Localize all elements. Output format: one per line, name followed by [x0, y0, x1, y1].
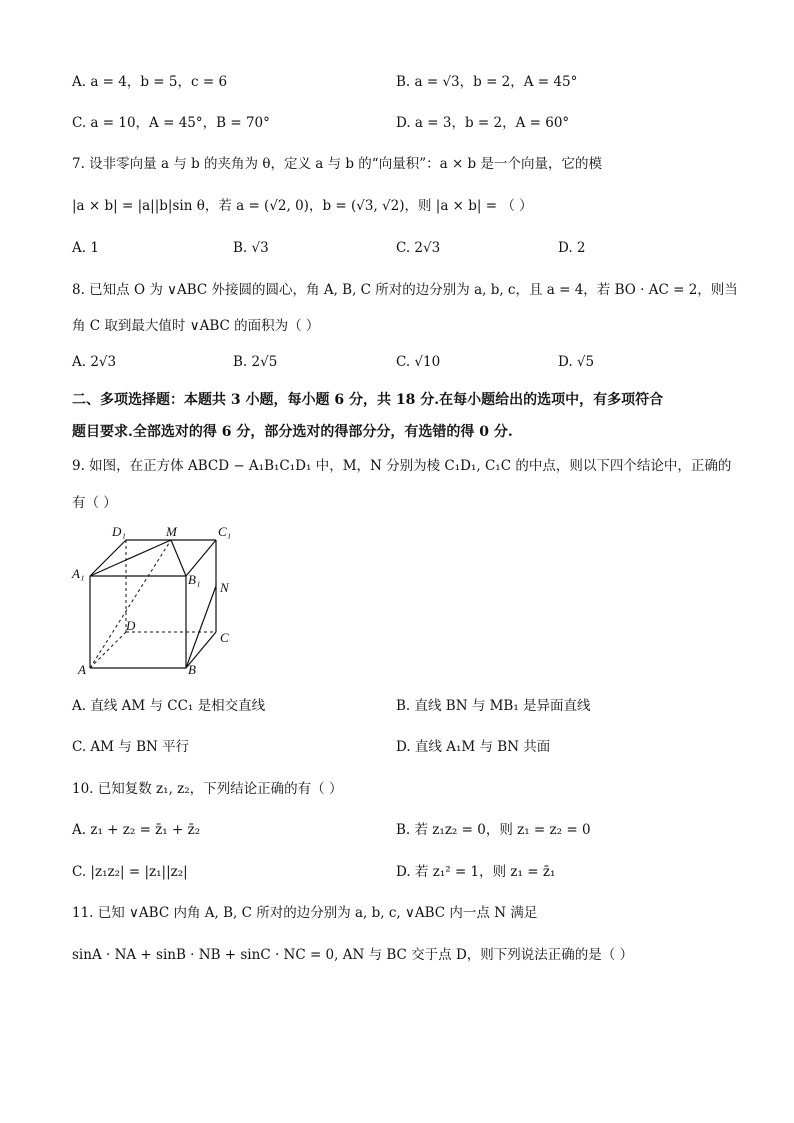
q8-option-a: A. 2√3	[72, 354, 117, 370]
q9-option-a: A. 直线 AM 与 CC₁ 是相交直线	[72, 698, 266, 714]
label-a: A	[78, 662, 86, 677]
q9-stem-line2: 有（ ）	[72, 495, 117, 511]
q6-option-d: D. a = 3，b = 2，A = 60°	[396, 115, 570, 131]
q7-option-b: B. √3	[233, 240, 269, 256]
q7-option-a: A. 1	[72, 240, 99, 256]
q10-stem: 10. 已知复数 z₁, z₂，下列结论正确的有（ ）	[72, 781, 343, 797]
label-m: M	[166, 524, 177, 539]
label-n: N	[220, 580, 229, 595]
label-c1: C₁	[218, 524, 232, 539]
section2-heading-line2: 题目要求.全部选对的得 6 分，部分选对的得部分分，有选错的得 0 分.	[72, 424, 513, 440]
q9-option-d: D. 直线 A₁M 与 BN 共面	[396, 739, 551, 755]
q10-option-d: D. 若 z₁² = 1，则 z₁ = z̄₁	[396, 864, 556, 880]
q7-stem-line1: 7. 设非零向量 a 与 b 的夹角为 θ，定义 a 与 b 的“向量积”：a × b 是一个向量，它的模	[72, 156, 602, 172]
q8-stem-line1: 8. 已知点 O 为 ∨ABC 外接圆的圆心，角 A, B, C 所对的边分别为 a, b, c，且 a = 4，若 BO · AC = 2，则当	[72, 282, 738, 298]
label-c: C	[220, 630, 229, 645]
section2-heading-line1: 二、多项选择题：本题共 3 小题，每小题 6 分，共 18 分.在每小题给出的选项中，有多项符合	[72, 392, 664, 408]
label-b: B	[188, 662, 196, 677]
q6-option-a: A. a = 4，b = 5，c = 6	[72, 74, 228, 90]
q6-option-b: B. a = √3，b = 2，A = 45°	[396, 74, 578, 90]
label-a1: A₁	[72, 566, 85, 581]
label-d1: D₁	[112, 524, 126, 539]
q7-option-c: C. 2√3	[396, 240, 441, 256]
cube-figure	[68, 520, 248, 680]
label-d: D	[126, 618, 136, 633]
q8-option-c: C. √10	[396, 354, 441, 370]
q11-stem-line1: 11. 已知 ∨ABC 内角 A, B, C 所对的边分别为 a, b, c, ∨ABC 内一点 N 满足	[72, 905, 538, 921]
q10-option-a: A. z₁ + z₂ = z̄₁ + z̄₂	[72, 822, 201, 838]
q11-stem-line2: sinA · NA + sinB · NB + sinC · NC = 0, AN 与 BC 交于点 D，则下列说法正确的是（ ）	[72, 947, 634, 963]
q6-option-c: C. a = 10，A = 45°，B = 70°	[72, 115, 270, 131]
q9-option-b: B. 直线 BN 与 MB₁ 是异面直线	[396, 698, 591, 714]
q9-stem-line1: 9. 如图，在正方体 ABCD − A₁B₁C₁D₁ 中，M，N 分别为棱 C₁D₁, C₁C 的中点，则以下四个结论中，正确的	[72, 458, 732, 474]
q8-stem-line2: 角 C 取到最大值时 ∨ABC 的面积为（ ）	[72, 318, 320, 334]
q8-option-b: B. 2√5	[233, 354, 278, 370]
q7-stem-line2: |a × b| = |a||b|sin θ，若 a = (√2, 0)，b = (√3, √2)，则 |a × b| = （ ）	[72, 198, 533, 214]
q7-option-d: D. 2	[558, 240, 586, 256]
q9-option-c: C. AM 与 BN 平行	[72, 739, 190, 755]
q10-option-b: B. 若 z₁z₂ = 0，则 z₁ = z₂ = 0	[396, 822, 591, 838]
q8-option-d: D. √5	[558, 354, 595, 370]
q10-option-c: C. |z₁z₂| = |z₁||z₂|	[72, 864, 188, 880]
label-b1: B₁	[188, 572, 201, 587]
